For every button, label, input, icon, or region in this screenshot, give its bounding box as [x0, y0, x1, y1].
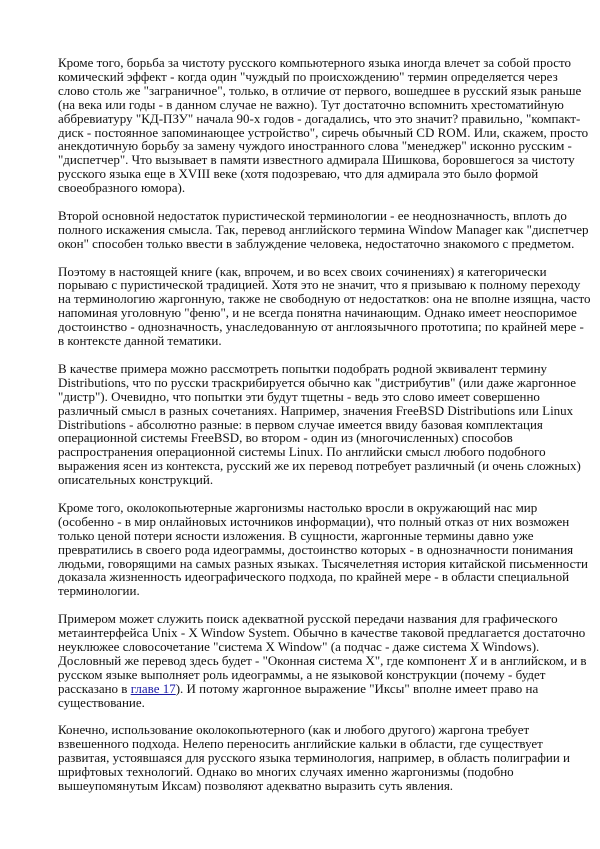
text-line: порываю с пуристической традицией. Хотя это не значит, что я призываю к полному переходу	[58, 277, 581, 293]
paragraph-6	[58, 612, 588, 709]
text-line: различный смысл в разных сочетаниях. Например, значения FreeBSD Distributions или Linux	[58, 402, 574, 418]
text-line: Конечно, использование околокопьютерного (как и любого другого) жаргона требует	[58, 722, 530, 738]
text-line: напоминая уголовную "феню", и не всегда понятна начинающим. Однако имеет неоспоримое	[58, 305, 577, 321]
text-line: Поэтому в настоящей книге (как, впрочем, и во всех своих сочинениях) я категорически	[58, 263, 547, 279]
text-line: Примером может служить поиск адекватной русской передачи названия для графического	[58, 611, 558, 627]
text-line: операционной системы FreeBSD, во втором - один из (многочисленных) способов	[58, 430, 513, 446]
paragraph-1	[58, 56, 588, 195]
text-line: вышеупомянутым Иксам) позволяют адекватно выразить суть явления.	[58, 778, 454, 794]
paragraph-7	[58, 723, 588, 793]
text-line: людьми, говорящими на самых разных языках. Тысячелетняя история китайской письменности	[58, 555, 589, 571]
text-segment: и в английском, и в	[477, 652, 587, 668]
text-line: взвешенного подхода. Нелепо переносить английские кальки в области, где существует	[58, 736, 543, 752]
text-line: русского языка еще в XVIII веке (хотя подозреваю, что для адмирала это было формой	[58, 166, 539, 182]
text-line: В качестве примера можно рассмотреть попытки подобрать родной эквивалент термину	[58, 360, 548, 376]
text-segment: ). И потому жаргонное выражение "Иксы" вполне имеет право на	[175, 680, 539, 696]
text-line	[58, 654, 588, 668]
text-segment: рассказано в	[58, 680, 131, 696]
text-line: развитая, устоявшаяся для русского языка терминология, например, в область полиграфии и	[58, 750, 570, 766]
text-line: терминологии.	[58, 583, 140, 599]
text-line: "диспетчер". Что вызывает в памяти известного адмирала Шишкова, боровшегося за чистоту	[58, 152, 575, 168]
text-line: на терминологию жаргонную, также не свободную от недостатков: она не вполне изящна, часто	[58, 291, 591, 307]
text-line: в контексте данной тематики.	[58, 333, 222, 349]
text-line: Distributions, что по русски траскрибируется обычно как "дистрибутив" (или даже жаргонное	[58, 374, 577, 390]
text-line	[58, 682, 588, 696]
paragraph-4	[58, 362, 588, 487]
text-line: неуклюжее словосочетание "система X Window" (а подчас - даже система X Windows).	[58, 638, 540, 654]
text-line: диск - постоянное запоминающее устройство", сиречь обычный CD ROM. Или, скажем, просто	[58, 124, 589, 140]
text-segment: Дословный же перевод здесь будет - "Оконная система X", где компонент	[58, 652, 470, 668]
text-line: достоинство - однозначность, унаследованную от англоязычного прототипа; по крайней мере -	[58, 319, 584, 335]
paragraph-5	[58, 501, 588, 598]
text-line: своеобразного юмора).	[58, 180, 186, 196]
text-line: доказала жизненность идеографического подхода, по крайней мере - в области специальной	[58, 569, 570, 585]
text-line: (на века или годы - в данном случае не важно). Тут достаточно вспомнить хрестоматийную	[58, 96, 564, 112]
text-line: превратились в своего рода идеограммы, достоинство которых - в однозначности понимания	[58, 541, 574, 557]
text-line: окон" способен только ввести в заблуждение человека, недостаточно знакомого с предметом.	[58, 235, 575, 251]
text-line: русском языке выполняет роль идеограммы, а не языковой конструкции (почему - будет	[58, 666, 546, 682]
text-line: слово столь же "заграничное", только, в отличие от первого, вошедшее в русский язык раньше	[58, 82, 582, 98]
text-line: Кроме того, борьба за чистоту русского компьютерного языка иногда влечет за собой просто	[58, 55, 572, 70]
text-line: (особенно - в мир онлайновых источников информации), что полный отказ от них возможен	[58, 513, 570, 529]
text-line: аббревиатуру "КД-ПЗУ" начала 90-х годов - догадались, что это значит? правильно, "компакт-	[58, 110, 581, 126]
text-line: распространения операционной системы Linux. По английски смысл любого подобного	[58, 444, 546, 460]
italic-term: X	[469, 652, 478, 668]
text-line: полного искажения смысла. Так, перевод английского термина Window Manager как "диспетчер	[58, 221, 589, 237]
text-line: комический эффект - когда один "чуждый по происхождению" термин определяется через	[58, 68, 558, 84]
text-line: Distributions - абсолютно разные: в первом случае имеется ввиду базовая комплектация	[58, 416, 543, 432]
text-line: шрифтовых технологий. Однако во многих случаях именно жаргонизмы (подобно	[58, 764, 514, 780]
text-line: анекдотичную борьбу за замену чуждого иностранного слова "менеджер" исконно русским -	[58, 138, 572, 154]
text-line: Второй основной недостаток пуристической терминологии - ее неоднозначность, вплоть до	[58, 207, 567, 223]
text-line: описательных конструкций.	[58, 472, 214, 488]
document-page	[58, 55, 591, 807]
paragraph-2	[58, 209, 588, 251]
text-line: существование.	[58, 694, 145, 710]
text-line: выражения ясен из контекста, русский же их перевод потребует различный (и очень сложных)	[58, 458, 581, 474]
chapter-17-link[interactable]: главе 17	[130, 680, 176, 696]
text-line: только ценой потери ясности изложения. В сущности, жаргонные термины давно уже	[58, 527, 534, 543]
text-line: "дистр"). Очевидно, что попытки эти будут тщетны - ведь это слово имеет совершенно	[58, 388, 540, 404]
paragraph-3	[58, 263, 591, 349]
text-line: Кроме того, околокопьютерные жаргонизмы настолько вросли в окружающий нас мир	[58, 499, 538, 515]
text-line: метаинтерфейса Unix - X Window System. Обычно в качестве таковой предлагается достаточно	[58, 625, 586, 641]
